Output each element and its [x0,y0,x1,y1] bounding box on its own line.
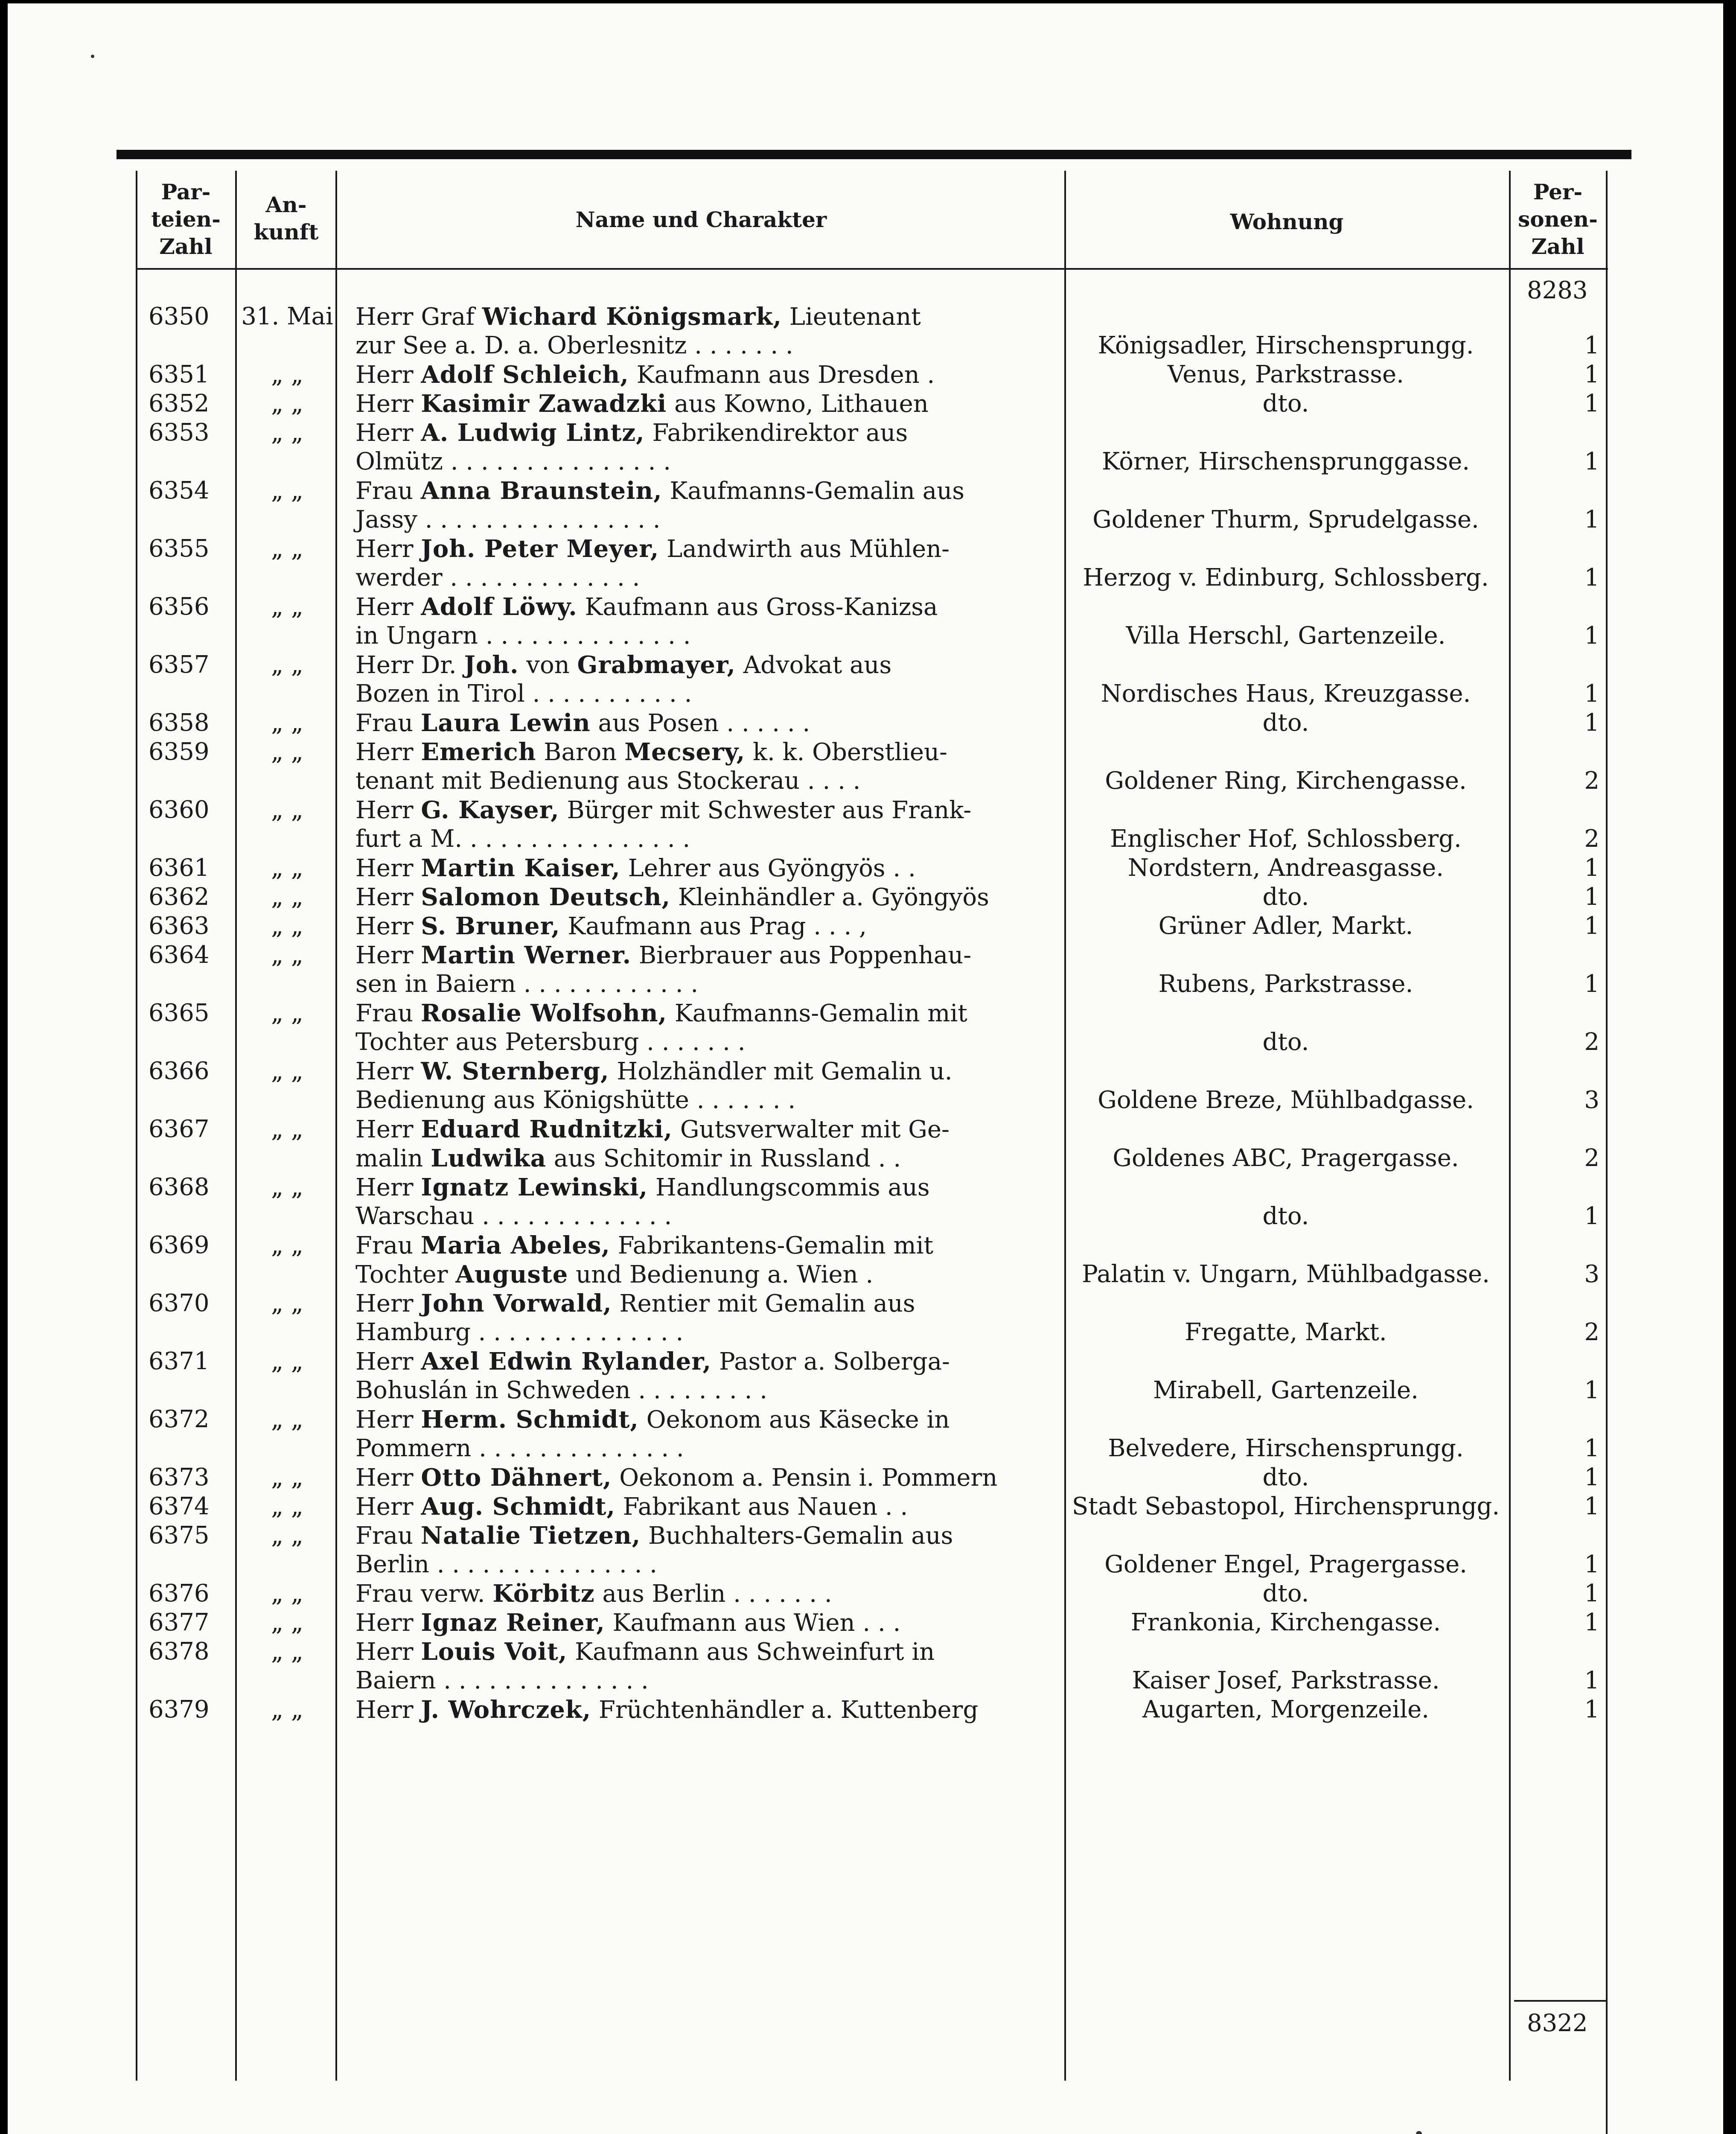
header-ankunft: An- kunft [253,192,319,245]
entry-text: Herr [355,738,421,766]
entry-text: Baron [536,738,625,766]
name-line-continued: Warschau . . . . . . . . . . . . . [355,1202,672,1230]
name-line [355,650,1057,680]
persons-count: 1 [1584,912,1599,940]
persons-count: 1 [1584,1696,1599,1723]
entry-text: Fabrikendirektor aus [644,419,908,447]
person-name: Anna Braunstein, [420,477,662,505]
arrival-date: „ „ [271,477,303,504]
persons-count: 2 [1584,1028,1599,1056]
col-separator [1509,171,1511,2081]
name-line-continued: Hamburg . . . . . . . . . . . . . . [355,1318,684,1346]
person-name: Eduard Rudnitzki, [421,1115,673,1143]
arrival-date: „ „ [271,1638,303,1665]
persons-count: 2 [1584,767,1599,795]
entry-text: aus Schitomir in Russland . . [546,1145,901,1172]
residence: Nordisches Haus, Kreuzgasse. [1101,680,1471,708]
name-line-continued: sen in Baiern . . . . . . . . . . . . [355,970,699,998]
entry-text: Kleinhändler a. Gyöngyös [670,883,989,911]
persons-count: 1 [1584,506,1599,534]
arrival-date: „ „ [271,1405,303,1433]
residence: Nordstern, Andreasgasse. [1127,854,1444,882]
entry-text: Bürger mit Schwester aus Frank- [559,796,972,824]
name-line [355,1608,1057,1638]
party-number: 6354 [149,477,210,504]
party-number: 6355 [149,535,210,563]
entry-text: Herr [355,942,421,969]
person-name: Aug. Schmidt, [421,1493,615,1521]
register-page [8,3,1723,2134]
name-line-continued [355,1144,1057,1173]
entry-text: Handlungscommis aus [648,1174,930,1201]
entry-text: Oekonom a. Pensin i. Pommern [612,1464,998,1492]
arrival-date: „ „ [271,854,303,882]
entry-text: Herr [355,1609,421,1637]
entry-text: von [518,651,577,679]
persons-count: 1 [1584,448,1599,475]
arrival-date: „ „ [271,361,303,388]
entry-text: Lieutenant [781,303,921,331]
entry-text: Kaufmanns-Gemalin aus [662,477,964,505]
entry-text: aus Posen . . . . . . [590,709,810,737]
persons-count: 1 [1584,390,1599,417]
persons-count: 1 [1584,854,1599,882]
entry-text: Früchtenhändler a. Kuttenberg [591,1696,979,1724]
person-name: Ignaz Reiner, [421,1609,605,1637]
entry-text: Buchhalters-Gemalin aus [641,1522,953,1550]
entry-text: Herr [355,1058,421,1085]
persons-count: 1 [1584,332,1599,359]
entry-text: malin [355,1145,431,1172]
arrival-date: „ „ [271,419,303,446]
name-line [355,1115,1057,1144]
arrival-date: „ „ [271,738,303,766]
carry-over-count: 8283 [1527,277,1588,304]
person-name: Rosalie Wolfsohn, [420,999,667,1027]
person-name: Ignatz Lewinski, [421,1173,648,1201]
arrival-date: „ „ [271,1493,303,1520]
party-number: 6365 [149,999,210,1027]
arrival-date: „ „ [271,1347,303,1375]
entry-text: Frau [355,1000,421,1027]
ink-spot [1416,2131,1422,2134]
name-line-continued: Tochter aus Petersburg . . . . . . . [355,1028,746,1056]
person-name: Natalie Tietzen, [420,1522,641,1550]
person-name: Laura Lewin [420,709,591,737]
person-name: Adolf Schleich, [421,361,629,389]
arrival-date: „ „ [271,999,303,1027]
person-name: Martin Kaiser, [421,854,620,882]
party-number: 6358 [149,709,210,737]
name-line-continued: Jassy . . . . . . . . . . . . . . . . [355,506,661,534]
person-name: Herm. Schmidt, [421,1405,639,1434]
entry-text: Kaufmann aus Dresden . [629,361,935,389]
person-name: Emerich [421,738,536,766]
entry-text: k. k. Oberstlieu- [745,738,947,766]
person-name: J. Wohrczek, [421,1696,591,1724]
arrival-date: „ „ [271,1522,303,1549]
name-line [355,1521,1057,1551]
residence: dto. [1262,1463,1309,1491]
party-number: 6370 [149,1289,210,1317]
entry-text: Frau [355,709,421,737]
arrival-date: „ „ [271,1463,303,1491]
residence: dto. [1262,709,1309,737]
name-line [355,738,1057,767]
name-line-continued: Berlin . . . . . . . . . . . . . . . [355,1551,657,1578]
header-personen: Per- sonen- Zahl [1518,179,1598,259]
entry-text: Herr [355,1406,421,1434]
name-line [355,360,1057,390]
party-number: 6376 [149,1580,210,1607]
party-number: 6379 [149,1696,210,1723]
name-line [355,1579,1057,1609]
person-name: Salomon Deutsch, [421,883,671,911]
arrival-date: „ „ [271,535,303,563]
entry-text: aus Kowno, Lithauen [667,390,929,418]
name-line-continued: Olmütz . . . . . . . . . . . . . . . [355,448,671,475]
party-number: 6375 [149,1522,210,1549]
person-name: Otto Dähnert, [421,1463,612,1492]
residence: dto. [1262,390,1309,417]
entry-text: Herr [355,854,421,882]
name-line-continued: Bedienung aus Königshütte . . . . . . . [355,1086,796,1114]
residence: dto. [1262,1580,1309,1607]
entry-text: Herr [355,1116,421,1143]
persons-count: 2 [1584,1318,1599,1346]
entry-text: Gutsverwalter mit Ge- [672,1116,950,1143]
persons-count: 1 [1584,1609,1599,1636]
residence: dto. [1262,883,1309,911]
persons-count: 1 [1584,883,1599,911]
arrival-date: „ „ [271,1231,303,1259]
name-line-continued: Baiern . . . . . . . . . . . . . . [355,1667,649,1694]
residence: Belvedere, Hirschensprungg. [1108,1434,1464,1462]
person-name: Adolf Löwy. [421,593,577,621]
residence: Mirabell, Gartenzeile. [1153,1376,1419,1404]
entry-text: Herr [355,593,421,621]
residence: Villa Herschl, Gartenzeile. [1126,622,1446,650]
arrival-date: „ „ [271,709,303,737]
residence: dto. [1262,1202,1309,1230]
arrival-date: „ „ [271,1289,303,1317]
entry-text: Oekonom aus Käsecke in [638,1406,950,1434]
party-number: 6361 [149,854,210,882]
name-line [355,1231,1057,1260]
arrival-date: „ „ [271,1580,303,1607]
residence: Kaiser Josef, Parkstrasse. [1132,1667,1440,1694]
entry-text: Kaufmann aus Wien . . . [605,1609,901,1637]
name-line-continued: Pommern . . . . . . . . . . . . . . [355,1434,684,1462]
residence: Goldener Engel, Pragergasse. [1104,1551,1467,1578]
residence: Goldener Ring, Kirchengasse. [1105,767,1467,795]
entry-text: Frau [355,1232,421,1259]
residence: Rubens, Parkstrasse. [1158,970,1413,998]
name-line-continued: Bozen in Tirol . . . . . . . . . . . [355,680,692,708]
name-line [355,389,1057,419]
party-number: 6353 [149,419,210,446]
party-number: 6366 [149,1057,210,1085]
arrival-date: „ „ [271,883,303,911]
residence: dto. [1262,1028,1309,1056]
name-line [355,1695,1057,1725]
persons-count: 1 [1584,564,1599,592]
entry-text: Landwirth aus Mühlen- [659,535,950,563]
persons-count: 1 [1584,622,1599,650]
name-line-continued: zur See a. D. a. Oberlesnitz . . . . . . . [355,332,793,359]
total-count: 8322 [1527,2009,1588,2037]
entry-text: Herr [355,1348,421,1376]
name-line [355,1289,1057,1318]
residence: Grüner Adler, Markt. [1158,912,1413,940]
name-line-continued: werder . . . . . . . . . . . . . [355,564,640,592]
entry-text: Herr [355,1174,421,1201]
name-line [355,1463,1057,1493]
entry-text: Pastor a. Solberga- [711,1348,950,1376]
person-name: Louis Voit, [421,1638,568,1666]
entry-text: Herr [355,883,421,911]
party-number: 6351 [149,361,210,388]
party-number: 6367 [149,1115,210,1143]
person-name: G. Kayser, [421,796,559,824]
residence: Frankonia, Kirchengasse. [1130,1609,1441,1636]
party-number: 6372 [149,1405,210,1433]
name-line [355,592,1057,622]
persons-count: 1 [1584,1493,1599,1520]
entry-text: Tochter [355,1261,456,1289]
party-number: 6363 [149,912,210,940]
header-name: Name und Charakter [575,207,827,232]
total-rule [1514,2000,1606,2002]
entry-text: Herr [355,1464,421,1492]
person-name: S. Bruner, [421,912,560,940]
header-wohnung: Wohnung [1230,209,1344,234]
persons-count: 1 [1584,680,1599,708]
party-number: 6356 [149,593,210,621]
arrival-date: „ „ [271,1696,303,1723]
ink-spot [91,55,94,58]
name-line [355,1173,1057,1202]
entry-text: Herr Graf [355,303,482,331]
persons-count: 1 [1584,1551,1599,1578]
person-name: A. Ludwig Lintz, [421,419,645,447]
persons-count: 2 [1584,1144,1599,1172]
person-name: Joh. Peter Meyer, [421,535,659,563]
person-name: Maria Abeles, [420,1231,610,1259]
entry-text: Kaufmann aus Prag . . . , [560,912,867,940]
residence: Fregatte, Markt. [1185,1318,1387,1346]
party-number: 6350 [149,303,210,330]
name-line [355,708,1057,738]
party-number: 6373 [149,1463,210,1491]
party-number: 6374 [149,1493,210,1520]
person-name: John Vorwald, [421,1289,612,1318]
persons-count: 1 [1584,1580,1599,1607]
residence: Augarten, Morgenzeile. [1142,1696,1430,1723]
name-line [355,1405,1057,1434]
persons-count: 1 [1584,1434,1599,1462]
entry-text: Herr [355,1290,421,1318]
entry-text: Kaufmann aus Schweinfurt in [567,1638,935,1666]
name-line-continued: furt a M. . . . . . . . . . . . . . . . [355,825,690,853]
persons-count: 1 [1584,1202,1599,1230]
entry-text: Herr [355,361,421,389]
entry-text: Kaufmann aus Gross-Kanizsa [577,593,938,621]
name-line [355,302,1057,332]
residence: Goldene Breze, Mühlbadgasse. [1098,1086,1474,1114]
entry-text: Herr [355,390,421,418]
entry-text: Frau [355,477,421,505]
entry-text: Rentier mit Gemalin aus [612,1290,915,1318]
entry-text: Lehrer aus Gyöngyös . . [620,854,916,882]
party-number: 6357 [149,651,210,679]
name-line-continued [355,1260,1057,1289]
persons-count: 1 [1584,970,1599,998]
party-number: 6352 [149,390,210,417]
entry-text: Herr [355,419,421,447]
person-name: Martin Werner. [421,941,632,969]
name-line [355,476,1057,506]
col-separator [1606,171,1608,2134]
name-line [355,912,1057,941]
persons-count: 1 [1584,361,1599,388]
residence: Goldener Thurm, Sprudelgasse. [1092,506,1479,534]
residence: Herzog v. Edinburg, Schlossberg. [1083,564,1489,592]
party-number: 6360 [149,796,210,824]
entry-text: Herr [355,1493,421,1521]
name-line [355,1347,1057,1376]
party-number: 6377 [149,1609,210,1636]
name-line [355,854,1057,883]
person-name: Grabmayer, [577,651,736,679]
name-line-continued: in Ungarn . . . . . . . . . . . . . . [355,622,691,650]
arrival-date: „ „ [271,1057,303,1085]
entry-text: Bierbrauer aus Poppenhau- [631,942,972,969]
entry-text: Fabrikantens-Gemalin mit [610,1232,933,1259]
person-name: Wichard Königsmark, [482,303,782,331]
arrival-date: „ „ [271,1609,303,1636]
entry-text: Advokat aus [735,651,892,679]
entry-text: Herr [355,1696,421,1724]
residence: Königsadler, Hirschensprungg. [1098,332,1474,359]
arrival-date: „ „ [271,912,303,940]
person-name: Joh. [464,651,519,679]
arrival-date: „ „ [271,390,303,417]
name-line [355,1492,1057,1522]
entry-text: Frau verw. [355,1580,493,1608]
residence: Venus, Parkstrasse. [1168,361,1404,388]
name-line [355,534,1057,564]
person-name: Ludwika [431,1144,546,1172]
person-name: Mecsery, [624,738,746,766]
entry-text: Frau [355,1522,421,1550]
residence: Stadt Sebastopol, Hirchensprungg. [1072,1493,1500,1520]
persons-count: 3 [1584,1086,1599,1114]
party-number: 6362 [149,883,210,911]
entry-text: Herr [355,1638,421,1666]
entry-text: Holzhändler mit Gemalin u. [609,1058,952,1085]
arrival-date: „ „ [271,941,303,969]
residence: Englischer Hof, Schlossberg. [1110,825,1462,853]
residence: Palatin v. Ungarn, Mühlbadgasse. [1082,1260,1490,1288]
person-name: Körbitz [492,1580,595,1608]
arrival-date: „ „ [271,593,303,621]
name-line [355,941,1057,970]
party-number: 6369 [149,1231,210,1259]
residence: Körner, Hirschensprunggasse. [1101,448,1470,475]
entry-text: und Bedienung a. Wien . [568,1261,874,1289]
party-number: 6371 [149,1347,210,1375]
header-parteien: Par- teien- Zahl [151,179,221,259]
entry-text: Kaufmanns-Gemalin mit [667,1000,967,1027]
persons-count: 1 [1584,1376,1599,1404]
persons-count: 2 [1584,825,1599,853]
party-number: 6378 [149,1638,210,1665]
arrival-date: „ „ [271,651,303,679]
party-number: 6359 [149,738,210,766]
person-name: Auguste [455,1260,568,1289]
name-line [355,999,1057,1028]
top-rule [117,150,1631,159]
header-rule [136,268,1608,270]
arrival-date: „ „ [271,1115,303,1143]
entry-text: Herr Dr. [355,651,464,679]
name-line [355,883,1057,912]
entry-text: Herr [355,535,421,563]
name-line-continued: tenant mit Bedienung aus Stockerau . . . . [355,767,861,795]
persons-count: 1 [1584,709,1599,737]
name-line [355,1637,1057,1667]
party-number: 6368 [149,1173,210,1201]
persons-count: 3 [1584,1260,1599,1288]
entry-text: aus Berlin . . . . . . . [594,1580,832,1608]
name-line [355,1057,1057,1086]
persons-count: 1 [1584,1667,1599,1694]
entry-text: Herr [355,796,421,824]
name-line [355,796,1057,825]
col-separator [136,171,137,2081]
arrival-date: „ „ [271,1173,303,1201]
arrival-date: „ „ [271,796,303,824]
entry-text: Herr [355,912,421,940]
person-name: W. Sternberg, [421,1057,609,1085]
person-name: Kasimir Zawadzki [421,390,667,418]
residence: Goldenes ABC, Pragergasse. [1113,1144,1459,1172]
name-line-continued: Bohuslán in Schweden . . . . . . . . . [355,1376,768,1404]
persons-count: 1 [1584,1463,1599,1491]
entry-text: Fabrikant aus Nauen . . [615,1493,908,1521]
person-name: Axel Edwin Rylander, [421,1347,712,1376]
party-number: 6364 [149,941,210,969]
name-line [355,418,1057,448]
arrival-date: 31. Mai [241,303,333,330]
